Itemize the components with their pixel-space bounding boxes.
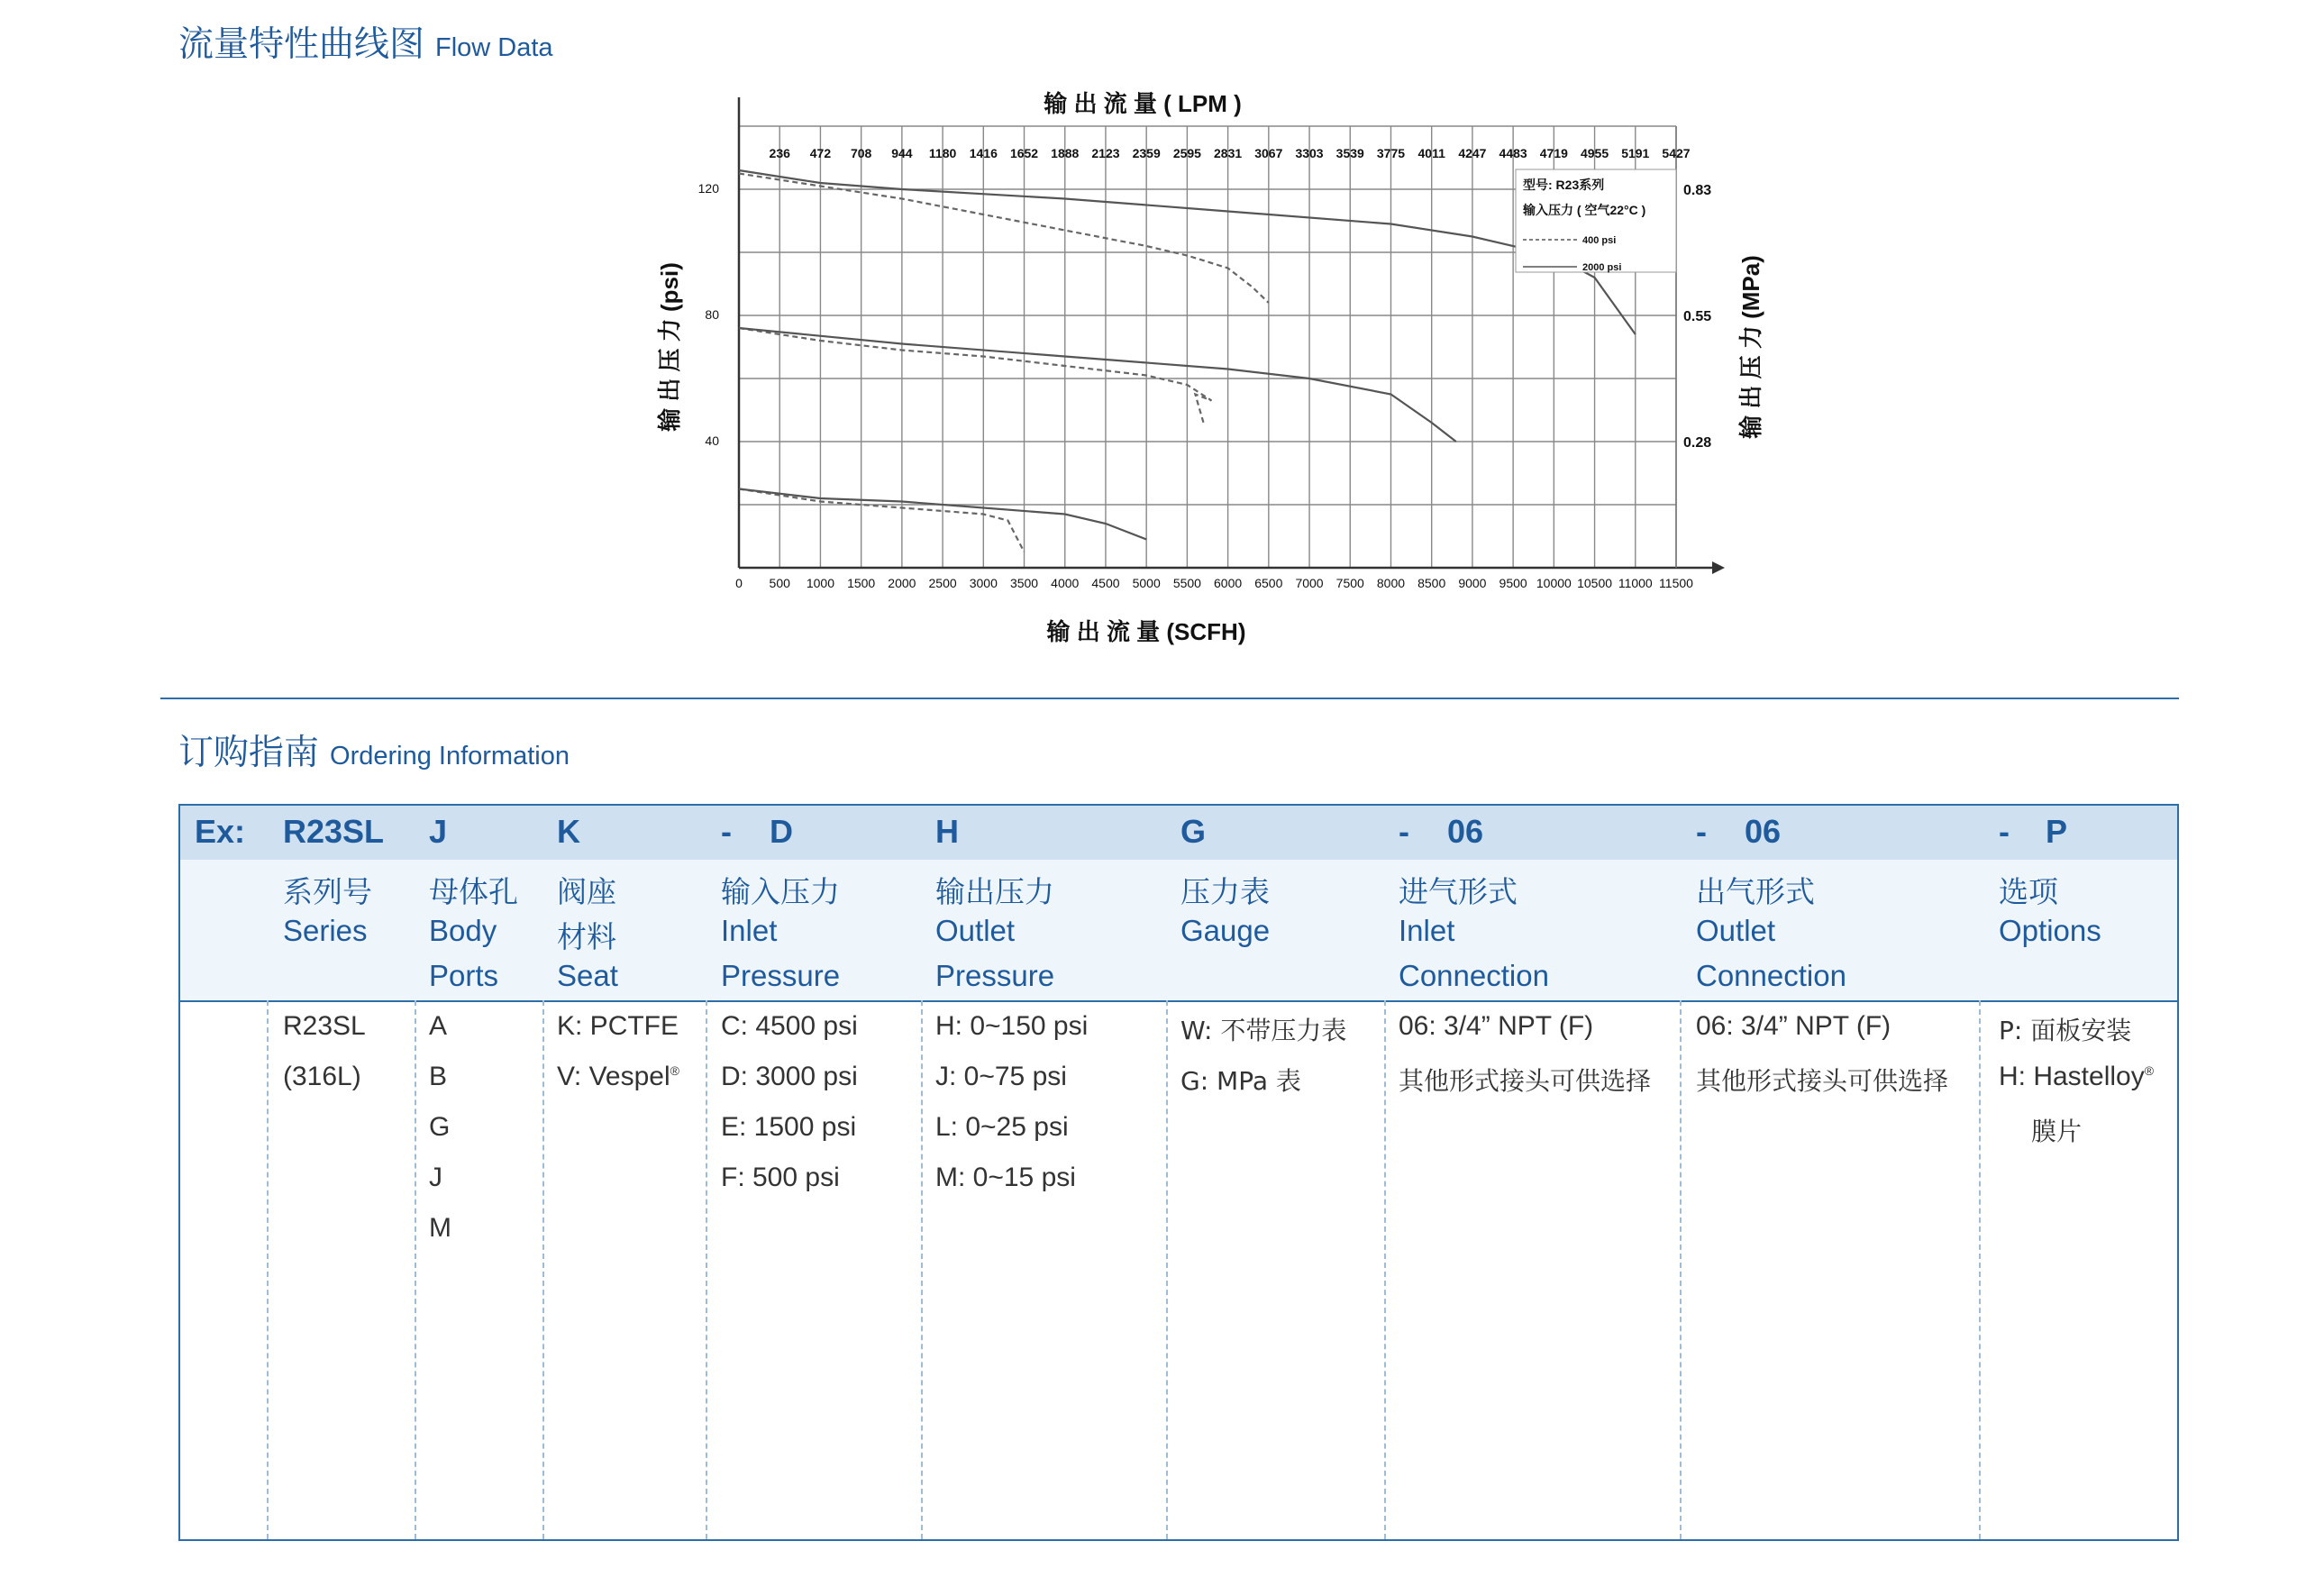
inlet-pressure-option: C: 4500 psi xyxy=(721,1011,858,1041)
label-ports-en-2: Ports xyxy=(429,959,499,992)
top-tick-label: 4955 xyxy=(1580,146,1609,160)
y2-tick-label: 0.55 xyxy=(1683,309,1712,324)
x-tick-label: 7000 xyxy=(1295,576,1324,590)
x-tick-label: 3000 xyxy=(969,576,998,590)
ordering-info-title xyxy=(178,725,570,775)
outlet-connection-option: 06: 3/4” NPT (F) xyxy=(1696,1011,1891,1041)
registered-mark: ® xyxy=(2144,1063,2155,1078)
x-tick-label: 8500 xyxy=(1417,576,1446,590)
series-line-400psi xyxy=(739,174,1269,304)
code-dash: - xyxy=(1399,813,1409,850)
code-outlet-pressure: H xyxy=(935,813,959,850)
options-option-text: H: Hastelloy xyxy=(1999,1062,2145,1091)
flow-data-title-en: Flow Data xyxy=(435,33,553,62)
label-inlet-connection-en-2: Connection xyxy=(1399,959,1549,992)
y-tick-label: 80 xyxy=(705,307,719,322)
x-tick-label: 5500 xyxy=(1172,576,1201,590)
label-inlet-pressure-zh: 输入压力 xyxy=(721,874,840,909)
code-dash: - xyxy=(721,813,732,850)
label-inlet-connection-en-1: Inlet xyxy=(1399,914,1455,947)
code-options: P xyxy=(2046,813,2068,850)
ordering-info-title-en: Ordering Information xyxy=(330,742,570,771)
y-axis-title: 输 出 压 力 (psi) xyxy=(656,262,683,432)
top-tick-label: 1888 xyxy=(1051,146,1080,160)
top-tick-label: 1416 xyxy=(969,146,998,160)
label-gauge-zh: 压力表 xyxy=(1180,874,1270,909)
x-tick-label: 10500 xyxy=(1577,576,1613,590)
top-tick-label: 3303 xyxy=(1295,146,1324,160)
label-ports-en-1: Body xyxy=(429,914,497,947)
code-series: R23SL xyxy=(283,813,385,850)
top-tick-label: 5191 xyxy=(1621,146,1650,160)
inlet-pressure-option: F: 500 psi xyxy=(721,1163,840,1192)
inlet-connection-note: 其他形式接头可供选择 xyxy=(1399,1066,1652,1096)
ordering-table xyxy=(178,804,2179,1541)
column-divider xyxy=(542,1000,544,1539)
inlet-pressure-option: D: 3000 psi xyxy=(721,1062,858,1091)
x-tick-label: 1000 xyxy=(806,576,835,590)
x-tick-label: 5000 xyxy=(1132,576,1161,590)
port-option: B xyxy=(429,1062,448,1091)
column-divider xyxy=(921,1000,923,1539)
column-divider xyxy=(706,1000,707,1539)
x-tick-label: 2000 xyxy=(888,576,916,590)
port-option: M xyxy=(429,1213,451,1243)
label-outlet-pressure-zh: 输出压力 xyxy=(935,874,1054,909)
column-divider xyxy=(415,1000,416,1539)
label-seat-zh-2: 材料 xyxy=(557,919,616,954)
seat-option-text: V: Vespel xyxy=(557,1062,670,1091)
series-line-2000psi xyxy=(739,328,1456,442)
chart-axes xyxy=(739,97,1725,574)
label-seat-en: Seat xyxy=(557,959,618,992)
flow-data-title xyxy=(178,16,553,67)
outlet-connection-note: 其他形式接头可供选择 xyxy=(1696,1066,1949,1096)
code-outlet-connection: 06 xyxy=(1745,813,1782,850)
code-gauge: G xyxy=(1180,813,1207,850)
label-outlet-connection-zh: 出气形式 xyxy=(1696,874,1815,909)
top-tick-label: 2359 xyxy=(1132,146,1161,160)
label-gauge-en: Gauge xyxy=(1180,914,1271,947)
y2-tick-label: 0.28 xyxy=(1683,435,1712,451)
column-divider xyxy=(1384,1000,1386,1539)
label-inlet-pressure-en-2: Pressure xyxy=(721,959,841,992)
options-option-suffix: 膜片 xyxy=(2031,1117,2083,1146)
inlet-pressure-option: E: 1500 psi xyxy=(721,1112,857,1142)
code-inlet-connection: 06 xyxy=(1447,813,1484,850)
top-tick-label: 1180 xyxy=(928,146,957,160)
gauge-option: W: 不带压力表 xyxy=(1180,1016,1347,1045)
label-inlet-pressure-en-1: Inlet xyxy=(721,914,778,947)
code-dash: - xyxy=(1999,813,2010,850)
top-tick-label: 2123 xyxy=(1091,146,1120,160)
x-tick-label: 11500 xyxy=(1659,576,1693,590)
legend-title: 型号: R23系列 xyxy=(1523,178,1605,192)
port-option: G xyxy=(429,1112,451,1142)
top-tick-label: 3775 xyxy=(1376,146,1406,160)
seat-option xyxy=(557,1062,679,1092)
registered-mark: ® xyxy=(670,1063,679,1078)
x-tick-label: 7500 xyxy=(1335,576,1364,590)
gauge-option: G: MPa 表 xyxy=(1180,1066,1301,1096)
top-tick-label: 4719 xyxy=(1539,146,1568,160)
x-tick-label: 3500 xyxy=(1009,576,1039,590)
inlet-connection-option: 06: 3/4” NPT (F) xyxy=(1399,1011,1594,1041)
label-series-zh: 系列号 xyxy=(283,874,372,909)
flow-data-title-zh: 流量特性曲线图 xyxy=(178,24,425,65)
port-option: A xyxy=(429,1011,448,1041)
section-divider xyxy=(160,698,2179,699)
top-tick-label: 4011 xyxy=(1417,146,1445,160)
x-tick-label: 500 xyxy=(769,576,790,590)
port-option: J xyxy=(429,1163,442,1192)
column-divider xyxy=(267,1000,269,1539)
options-option xyxy=(1999,1062,2154,1092)
label-options-en: Options xyxy=(1999,914,2101,947)
chart-legend xyxy=(1516,169,1676,273)
top-tick-label: 4483 xyxy=(1499,146,1527,160)
label-seat-zh-1: 阀座 xyxy=(557,874,616,909)
legend-entry-label: 400 psi xyxy=(1582,235,1617,246)
series-line-400psi xyxy=(739,489,1025,552)
label-inlet-connection-zh: 进气形式 xyxy=(1399,874,1518,909)
column-divider xyxy=(1979,1000,1981,1539)
ordering-info-title-zh: 订购指南 xyxy=(178,733,320,773)
y-tick-label: 120 xyxy=(697,181,719,196)
chart-title: 输 出 流 量 ( LPM ) xyxy=(1044,90,1242,117)
outlet-pressure-option: M: 0~15 psi xyxy=(935,1163,1076,1192)
top-tick-label: 5427 xyxy=(1662,146,1691,160)
top-tick-label: 3539 xyxy=(1335,146,1364,160)
column-divider xyxy=(1680,1000,1682,1539)
top-tick-label: 2595 xyxy=(1172,146,1201,160)
x-axis-arrow xyxy=(1712,561,1725,574)
code-dash: - xyxy=(1696,813,1707,850)
top-tick-label: 944 xyxy=(891,146,913,160)
legend-entry-label: 2000 psi xyxy=(1582,262,1622,273)
top-tick-label: 3067 xyxy=(1254,146,1283,160)
x-tick-label: 4000 xyxy=(1051,576,1080,590)
label-outlet-pressure-en-1: Outlet xyxy=(935,914,1016,947)
x-tick-label: 2500 xyxy=(928,576,957,590)
top-tick-label: 472 xyxy=(809,146,832,160)
code-inlet-pressure: D xyxy=(770,813,793,850)
x-tick-label: 10000 xyxy=(1536,576,1572,590)
label-ports-zh: 母体孔 xyxy=(429,874,518,909)
code-ports: J xyxy=(429,813,448,850)
label-options-zh: 选项 xyxy=(1999,874,2058,909)
top-tick-label: 236 xyxy=(769,146,790,160)
x-tick-label: 8000 xyxy=(1376,576,1406,590)
top-tick-label: 4247 xyxy=(1458,146,1487,160)
label-outlet-connection-en-2: Connection xyxy=(1696,959,1846,992)
y2-tick-label: 0.83 xyxy=(1683,183,1712,198)
options-option: P: 面板安装 xyxy=(1999,1016,2132,1045)
code-seat: K xyxy=(557,813,580,850)
x-tick-label: 9500 xyxy=(1499,576,1527,590)
legend-subtitle: 输入压力 ( 空气22°C ) xyxy=(1523,203,1646,217)
x-tick-label: 4500 xyxy=(1091,576,1120,590)
y2-axis-title: 输 出 压 力 (MPa) xyxy=(1737,255,1764,439)
column-divider xyxy=(1166,1000,1168,1539)
outlet-pressure-option: J: 0~75 psi xyxy=(935,1062,1067,1091)
label-outlet-connection-en-1: Outlet xyxy=(1696,914,1776,947)
ordering-table-code-row xyxy=(180,806,2177,860)
series-value: R23SL xyxy=(283,1011,366,1041)
label-series-en: Series xyxy=(283,914,368,947)
code-ex: Ex: xyxy=(195,813,246,850)
series-line-400psi xyxy=(739,328,1212,423)
seat-option: K: PCTFE xyxy=(557,1011,679,1041)
x-tick-label: 11000 xyxy=(1618,576,1653,590)
x-tick-label: 6500 xyxy=(1254,576,1283,590)
x-tick-label: 1500 xyxy=(847,576,876,590)
flow-chart xyxy=(631,79,1802,656)
top-tick-label: 1652 xyxy=(1009,146,1039,160)
top-tick-label: 2831 xyxy=(1214,146,1243,160)
y-tick-label: 40 xyxy=(705,433,719,448)
outlet-pressure-option: H: 0~150 psi xyxy=(935,1011,1089,1041)
outlet-pressure-option: L: 0~25 psi xyxy=(935,1112,1069,1142)
top-tick-label: 708 xyxy=(850,146,872,160)
x-tick-label: 9000 xyxy=(1458,576,1487,590)
x-tick-label: 6000 xyxy=(1214,576,1243,590)
x-axis-title: 输 出 流 量 (SCFH) xyxy=(1046,618,1246,645)
series-material: (316L) xyxy=(283,1062,361,1091)
x-tick-label: 0 xyxy=(735,576,743,590)
label-outlet-pressure-en-2: Pressure xyxy=(935,959,1055,992)
